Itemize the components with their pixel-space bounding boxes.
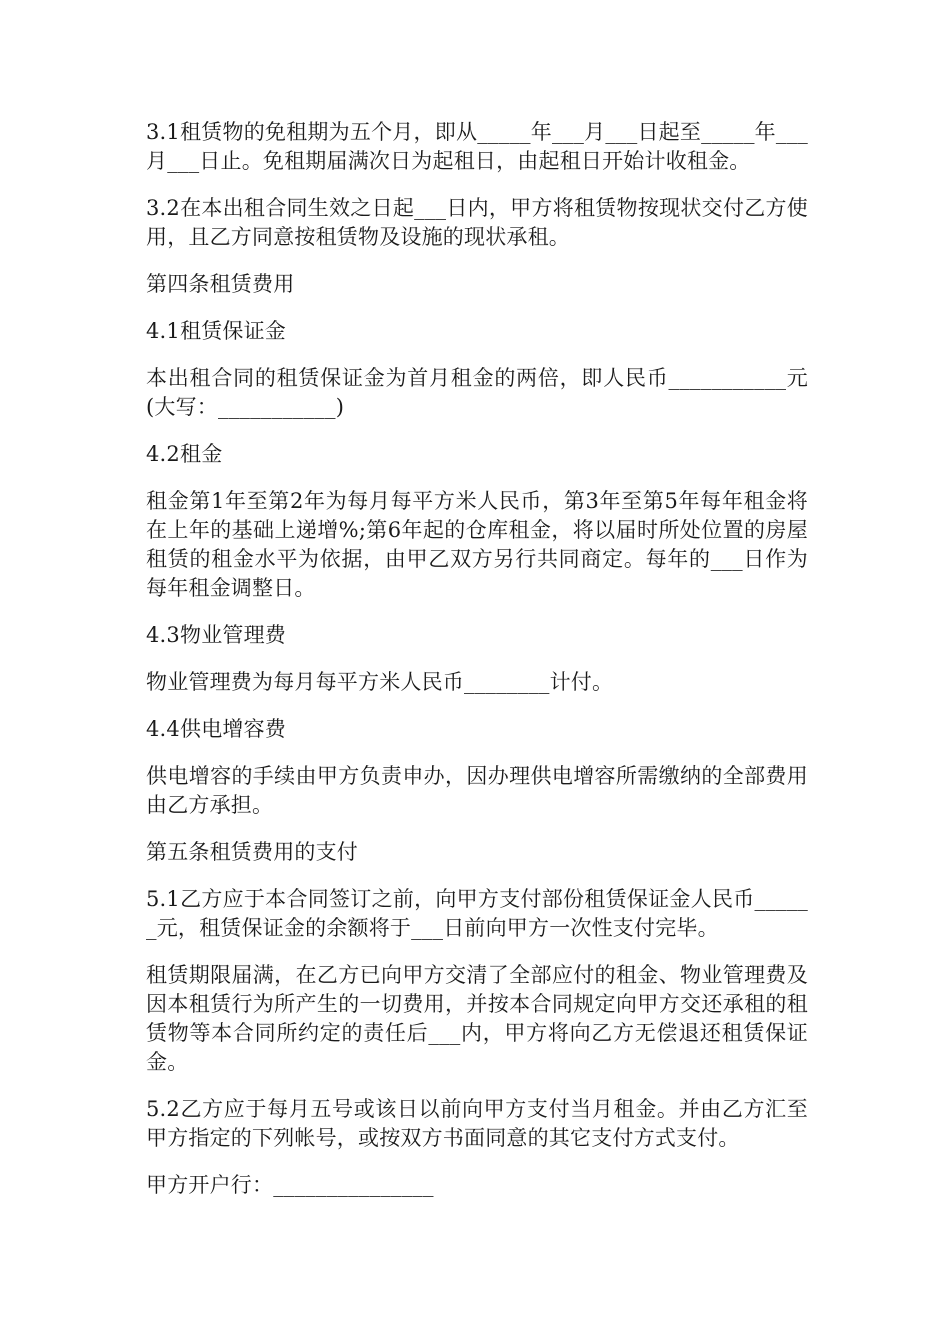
clause-3-1: 3.1租赁物的免租期为五个月，即从_____年___月___日起至_____年___月___日止。免租期届满次日为起租日，由起租日开始计收租金。 xyxy=(146,120,808,173)
clause-5-2: 5.2乙方应于每月五号或该日以前向甲方支付当月租金。并由乙方汇至甲方指定的下列帐号，或按双方书面同意的其它支付方式支付。 xyxy=(146,1097,808,1150)
clause-4-3-text: 物业管理费为每月每平方米人民币________计付。 xyxy=(146,670,614,694)
clause-4-2-text: 租金第1年至第2年为每月每平方米人民币，第3年至第5年每年租金将在上年的基础上递增%;第6年起的仓库租金，将以届时所处位置的房屋租赁的租金水平为依据，由甲乙双方另行共同商定。每年的___日作为每年租金调整日。 xyxy=(146,489,808,600)
bank-field: 甲方开户行：_______________ xyxy=(146,1173,434,1197)
clause-4-1-heading: 4.1租赁保证金 xyxy=(146,319,286,343)
clause-4-4-heading: 4.4供电增容费 xyxy=(146,717,286,741)
clause-4-1-text: 本出租合同的租赁保证金为首月租金的两倍，即人民币___________元(大写：___________) xyxy=(146,366,808,419)
article-4-heading: 第四条租赁费用 xyxy=(146,272,295,296)
clause-3-2: 3.2在本出租合同生效之日起___日内，甲方将租赁物按现状交付乙方使用，且乙方同意按租赁物及设施的现状承租。 xyxy=(146,196,808,249)
deposit-refund-text: 租赁期限届满，在乙方已向甲方交清了全部应付的租金、物业管理费及因本租赁行为所产生的一切费用，并按本合同规定向甲方交还承租的租赁物等本合同所约定的责任后___内，甲方将向乙方无偿退还租赁保证金。 xyxy=(146,963,808,1074)
clause-4-4-text: 供电增容的手续由甲方负责申办，因办理供电增容所需缴纳的全部费用由乙方承担。 xyxy=(146,764,808,817)
clause-4-2-heading: 4.2租金 xyxy=(146,442,223,466)
document-body xyxy=(146,118,808,1200)
article-5-heading: 第五条租赁费用的支付 xyxy=(146,840,358,864)
clause-5-1: 5.1乙方应于本合同签订之前，向甲方支付部份租赁保证金人民币______元，租赁保证金的余额将于___日前向甲方一次性支付完毕。 xyxy=(146,887,808,940)
clause-4-3-heading: 4.3物业管理费 xyxy=(146,623,286,647)
